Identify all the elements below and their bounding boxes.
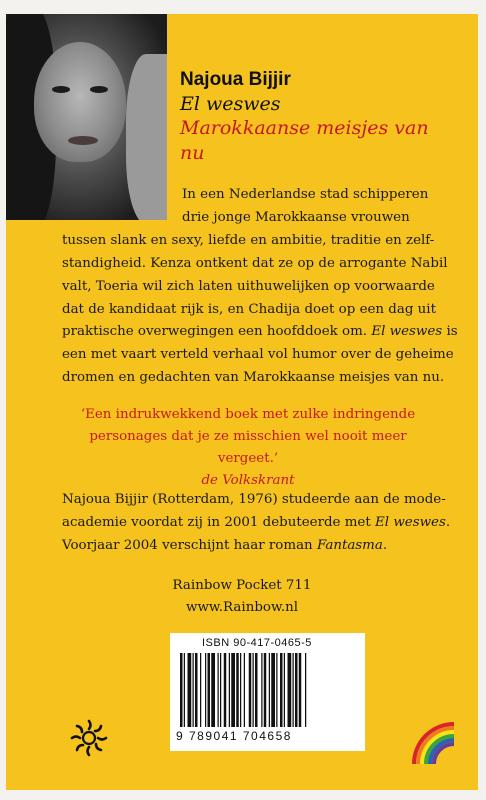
review-quote — [62, 404, 434, 492]
barcode-bar — [195, 653, 198, 727]
blurb-line: valt, Toeria wil zich laten uithuwelijken op voorwaarde — [62, 278, 435, 294]
book-back-cover — [6, 14, 478, 790]
barcode-bar — [280, 653, 283, 727]
publisher-info — [6, 575, 478, 619]
book-subtitle: Marokkaanse meisjes van nu — [180, 117, 429, 164]
bio-title-ref: Fantasma — [316, 538, 383, 553]
author-name: Najoua Bijjir — [180, 69, 291, 90]
barcode-bar — [205, 653, 206, 727]
rainbow-icon — [410, 718, 456, 766]
quote-text: ‘Een indrukwekkend boek met zulke indringende personages dat je ze misschien wel nooit meer vergeet.’ — [80, 407, 416, 466]
barcode-bar — [261, 653, 262, 727]
publisher-series: Rainbow Pocket 711 — [172, 578, 312, 593]
barcode-bar — [276, 653, 277, 727]
bio-text: . — [382, 538, 388, 553]
blurb-line-mixed — [62, 321, 464, 344]
isbn-label: ISBN 90-417-0465-5 — [202, 637, 312, 649]
bio-text: Najoua Bijjir (Rotterdam, 1976) studeerde aan de mode-academie voordat zij in 2001 debuteerde met — [62, 492, 446, 530]
barcode-bar — [271, 653, 275, 727]
barcode-bar — [211, 653, 215, 727]
blurb-line: standigheid. Kenza ontkent dat ze op de arrogante Nabil — [62, 255, 448, 271]
barcode-bar — [295, 653, 298, 727]
barcode-bar — [184, 653, 185, 727]
barcode-bar — [188, 653, 192, 727]
barcode-bar — [200, 653, 201, 727]
blurb-line: is — [446, 324, 458, 340]
photo-eye-right — [90, 86, 108, 93]
blurb-text — [62, 184, 464, 390]
ean-number: 9 789041 704658 — [176, 729, 292, 743]
blurb-line: dromen en gedachten van Marokkaanse meisjes van nu. — [62, 370, 445, 386]
barcode-bar — [224, 653, 227, 727]
barcode-bar — [180, 653, 183, 727]
barcode-bar — [264, 653, 267, 727]
barcode-bar — [249, 653, 252, 727]
barcode-bar — [229, 653, 230, 727]
barcode-bar — [255, 653, 258, 727]
barcode-bar — [220, 653, 221, 727]
blurb-line: dat de kandidaat rijk is, en Chadija doet op een dag uit — [62, 301, 436, 317]
barcode-bar — [269, 653, 270, 727]
blurb-line: tussen slank en sexy, liefde en ambitie, traditie en zelf- — [62, 232, 435, 248]
barcode-icon — [178, 653, 356, 727]
blurb-line: een met vaart verteld verhaal vol humor over de geheime — [62, 347, 454, 363]
blurb-title-ref: El weswes — [371, 324, 443, 340]
barcode-bar — [231, 653, 235, 727]
sun-icon — [69, 718, 109, 758]
barcode-bar — [288, 653, 292, 727]
blurb-line: drie jonge Marokkaanse vrouwen — [182, 209, 410, 225]
barcode-bar — [244, 653, 245, 727]
blurb-line: praktische overwegingen een hoofddoek om. — [62, 324, 368, 340]
author-bio — [62, 488, 454, 557]
bio-text: . Voorjaar 2004 verschijnt haar roman — [62, 515, 451, 553]
quote-source: de Volkskrant — [201, 473, 295, 488]
bio-title-ref: El weswes — [375, 515, 446, 530]
barcode-bar — [305, 653, 306, 727]
barcode-bar — [193, 653, 194, 727]
photo-lips — [68, 136, 98, 145]
barcode-bar — [218, 653, 219, 727]
barcode-bar — [208, 653, 211, 727]
barcode-bar — [236, 653, 239, 727]
publisher-website: www.Rainbow.nl — [185, 600, 298, 615]
barcode-bar — [240, 653, 241, 727]
barcode-bar — [253, 653, 254, 727]
barcode-panel — [170, 633, 365, 751]
barcode-bar — [284, 653, 285, 727]
book-title: El weswes — [180, 93, 281, 115]
photo-eye-left — [52, 86, 70, 93]
barcode-bar — [293, 653, 294, 727]
blurb-line: In een Nederlandse stad schipperen — [182, 187, 429, 202]
barcode-bar — [299, 653, 302, 727]
